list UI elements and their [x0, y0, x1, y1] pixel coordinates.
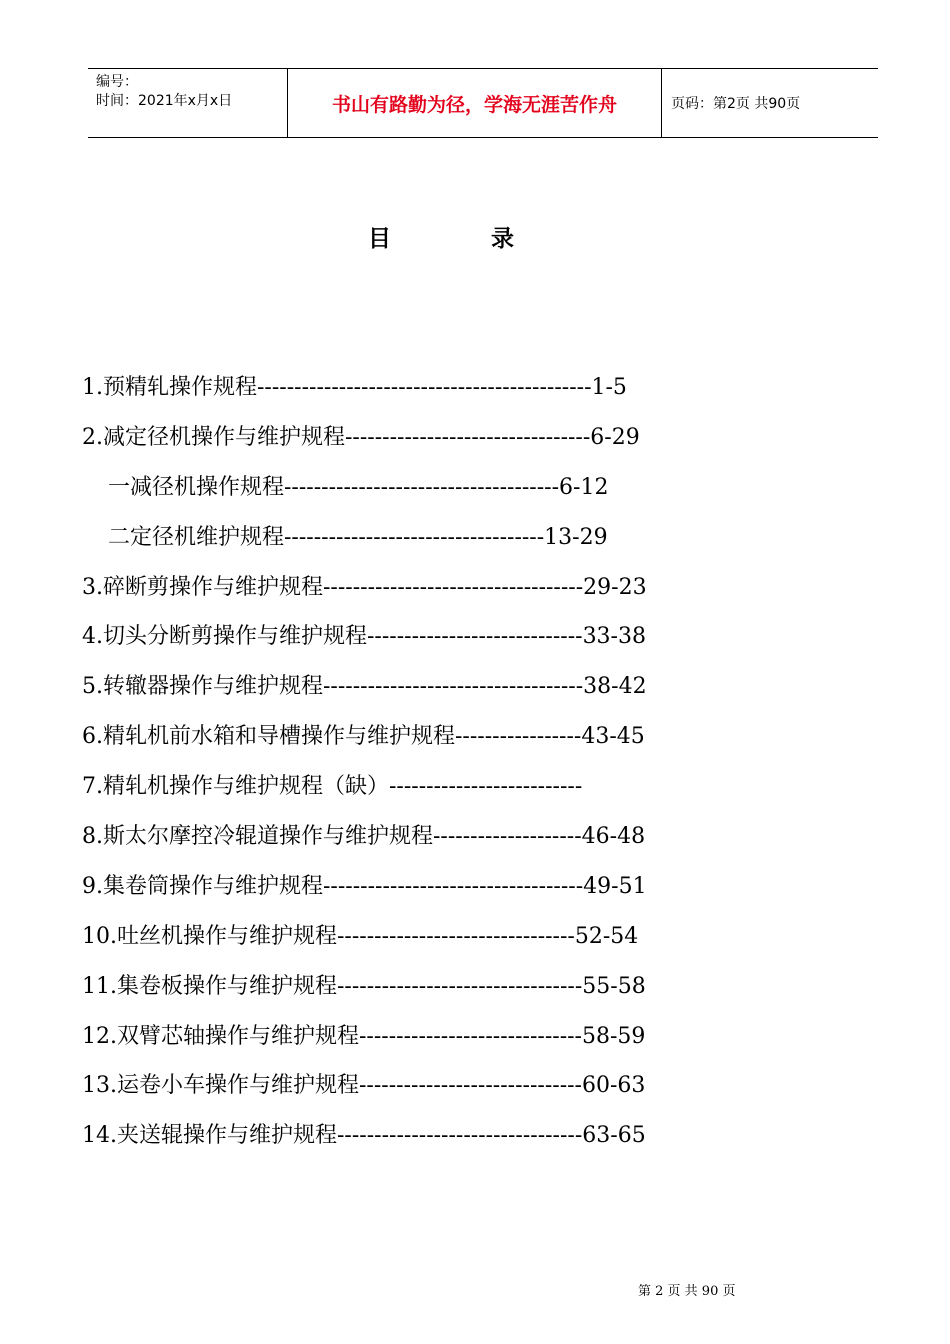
document-time-label: 时间：2021年x月x日 [96, 93, 233, 109]
toc-item: 10.吐丝机操作与维护规程--------------------------------52-54 [82, 923, 639, 949]
toc-item: 6.精轧机前水箱和导槽操作与维护规程-----------------43-45 [82, 724, 645, 750]
toc-item: 12.双臂芯轴操作与维护规程------------------------------58-59 [82, 1023, 646, 1049]
toc-item: 9.集卷筒操作与维护规程-----------------------------------49-51 [82, 873, 647, 899]
toc-item: 5.转辙器操作与维护规程-----------------------------------38-42 [82, 674, 647, 700]
page-title: 目录 [368, 226, 614, 252]
toc-item: 13.运卷小车操作与维护规程------------------------------60-63 [82, 1073, 646, 1099]
table-of-contents [82, 368, 782, 1166]
header-page-info: 页码：第2页 共90页 [671, 96, 801, 112]
toc-item: 3.碎断剪操作与维护规程-----------------------------------29-23 [82, 574, 647, 600]
toc-subitem: 一减径机操作规程-------------------------------------6-12 [108, 474, 609, 500]
toc-item: 7.精轧机操作与维护规程（缺）-------------------------- [82, 774, 583, 800]
toc-item: 1.预精轧操作规程---------------------------------------------1-5 [82, 375, 627, 400]
toc-subitem: 二定径机维护规程-----------------------------------13-29 [108, 524, 608, 550]
page-header [88, 68, 878, 138]
header-motto: 书山有路勤为径，学海无涯苦作舟 [288, 69, 662, 137]
toc-item: 8.斯太尔摩控冷辊道操作与维护规程--------------------46-48 [82, 824, 646, 850]
toc-item: 4.切头分断剪操作与维护规程-----------------------------33-38 [82, 624, 646, 650]
header-meta-cell [88, 69, 288, 137]
toc-item: 11.集卷板操作与维护规程---------------------------------55-58 [82, 973, 646, 999]
document-number-label: 编号： [96, 74, 138, 90]
toc-item: 2.减定径机操作与维护规程---------------------------------6-29 [82, 424, 640, 450]
page-footer: 第 2 页 共 90 页 [638, 1284, 736, 1299]
toc-item: 14.夹送辊操作与维护规程---------------------------------63-65 [82, 1123, 646, 1149]
